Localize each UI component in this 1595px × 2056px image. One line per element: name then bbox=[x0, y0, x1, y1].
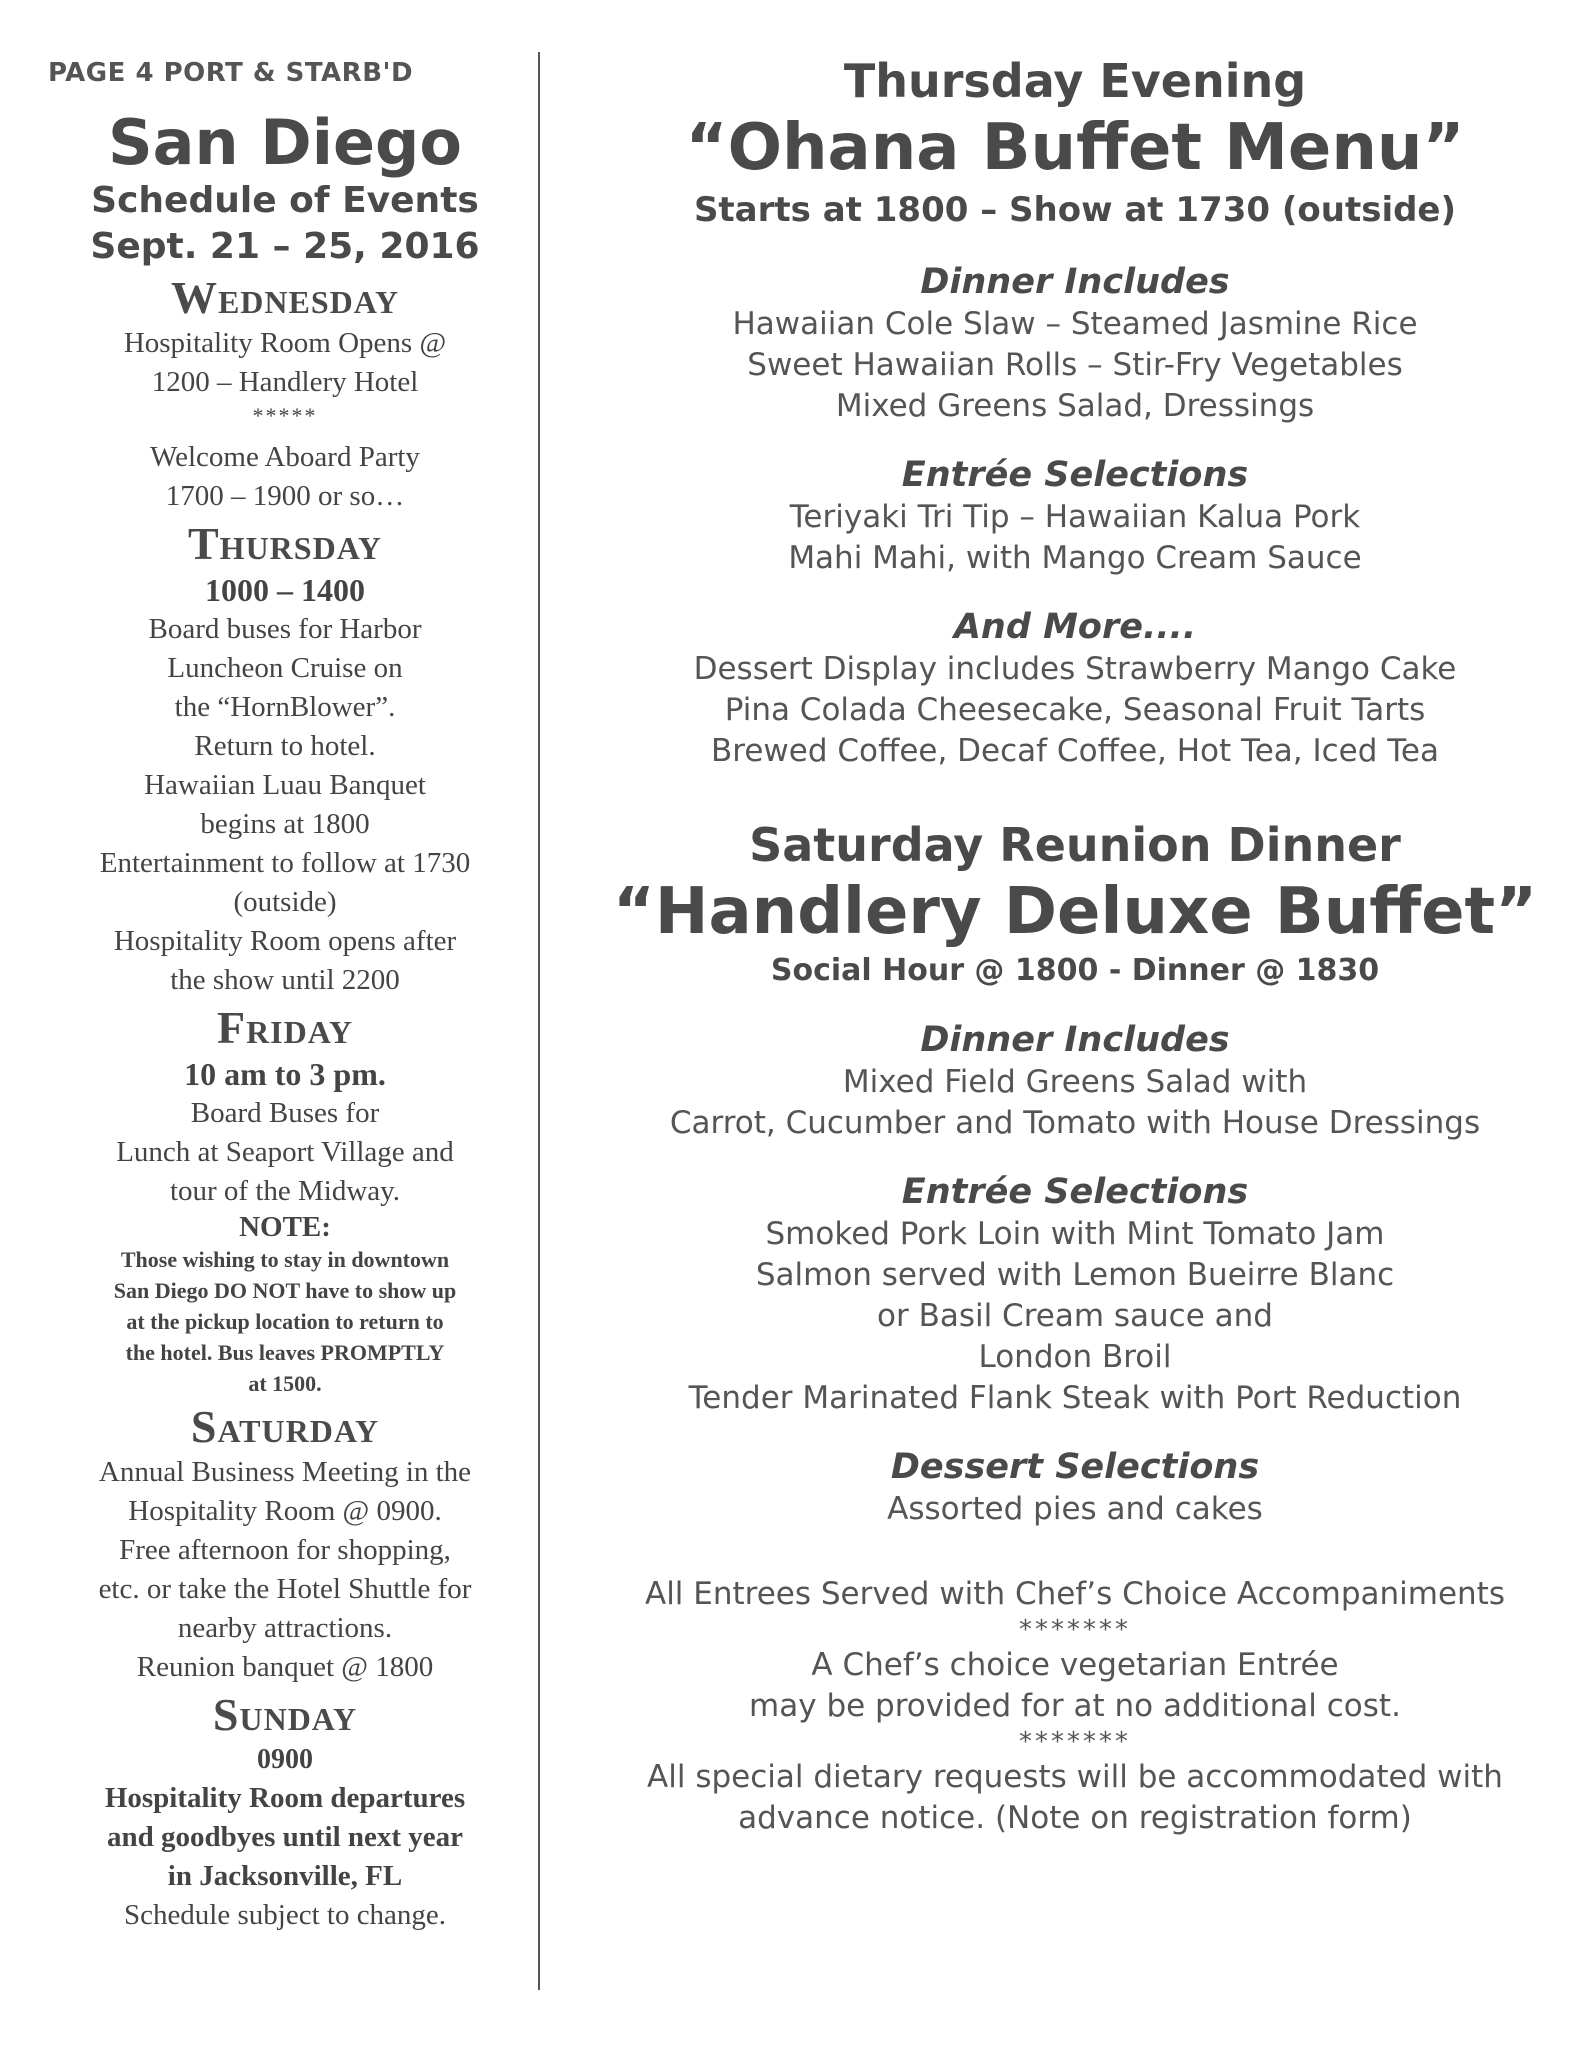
schedule-line-bold: in Jacksonville, FL bbox=[167, 1860, 403, 1892]
menu-line: Mahi Mahi, with Mango Cream Sauce bbox=[788, 540, 1362, 576]
schedule-line: Board buses for Harbor bbox=[148, 613, 422, 645]
thursday-menu-name: “Ohana Buffet Menu” bbox=[685, 111, 1465, 185]
menu-line: Tender Marinated Flank Steak with Port Reduction bbox=[688, 1380, 1462, 1416]
schedule-line: the “HornBlower”. bbox=[174, 691, 396, 723]
schedule-line: Free afternoon for shopping, bbox=[119, 1534, 451, 1566]
separator-stars: ******* bbox=[1019, 1727, 1131, 1757]
schedule-line: 1200 – Handlery Hotel bbox=[151, 366, 419, 398]
schedule-line-bold: and goodbyes until next year bbox=[106, 1821, 464, 1853]
schedule-time: 1000 – 1400 bbox=[205, 572, 365, 608]
menu-line: Mixed Field Greens Salad with bbox=[842, 1064, 1308, 1100]
thursday-menu-title: Thursday Evening bbox=[843, 54, 1307, 108]
footer-line: All special dietary requests will be accommodated with bbox=[647, 1759, 1503, 1795]
footer-line: A Chef’s choice vegetarian Entrée bbox=[811, 1647, 1339, 1683]
schedule-line: Lunch at Seaport Village and bbox=[116, 1136, 454, 1168]
note-heading: NOTE: bbox=[239, 1211, 331, 1243]
day-heading-friday: Friday bbox=[216, 1002, 354, 1053]
note-line: Those wishing to stay in downtown bbox=[120, 1247, 450, 1272]
saturday-menu-name: “Handlery Deluxe Buffet” bbox=[612, 875, 1538, 949]
schedule-line: Welcome Aboard Party bbox=[150, 441, 420, 473]
saturday-times: Social Hour @ 1800 - Dinner @ 1830 bbox=[770, 953, 1380, 988]
separator-stars: ***** bbox=[252, 403, 318, 428]
menu-line: Pina Colada Cheesecake, Seasonal Fruit Tarts bbox=[724, 692, 1426, 728]
menu-column bbox=[580, 52, 1570, 1839]
menu-line: Sweet Hawaiian Rolls – Stir-Fry Vegetables bbox=[747, 347, 1403, 383]
menu-line: Salmon served with Lemon Bueirre Blanc bbox=[755, 1257, 1395, 1293]
menu-line: or Basil Cream sauce and bbox=[877, 1298, 1273, 1334]
schedule-time: 10 am to 3 pm. bbox=[184, 1056, 386, 1092]
note-line: at the pickup location to return to bbox=[126, 1309, 444, 1334]
schedule-line: etc. or take the Hotel Shuttle for bbox=[98, 1573, 472, 1605]
section-heading-entree: Entrée Selections bbox=[901, 1172, 1249, 1212]
page-label: PAGE 4 PORT & STARB'D bbox=[48, 58, 414, 88]
schedule-line: begins at 1800 bbox=[200, 808, 370, 840]
day-heading-wednesday: Wednesday bbox=[170, 272, 400, 323]
schedule-line: 1700 – 1900 or so… bbox=[165, 480, 405, 512]
schedule-line: Hawaiian Luau Banquet bbox=[144, 769, 426, 801]
footer-line: advance notice. (Note on registration form) bbox=[738, 1800, 1412, 1836]
footer-line: All Entrees Served with Chef’s Choice Accompaniments bbox=[644, 1576, 1505, 1612]
schedule-line: Hospitality Room @ 0900. bbox=[128, 1495, 442, 1527]
schedule-line: tour of the Midway. bbox=[169, 1175, 401, 1207]
day-heading-saturday: Saturday bbox=[190, 1401, 380, 1452]
section-heading-dinner: Dinner Includes bbox=[920, 1020, 1230, 1060]
city-title: San Diego bbox=[108, 106, 462, 179]
footer-line: may be provided for at no additional cost. bbox=[749, 1688, 1401, 1724]
schedule-line: nearby attractions. bbox=[177, 1612, 393, 1644]
schedule-line: Board Buses for bbox=[190, 1097, 380, 1129]
saturday-menu-title: Saturday Reunion Dinner bbox=[749, 818, 1401, 872]
schedule-line: Return to hotel. bbox=[194, 730, 376, 762]
thursday-start-times: Starts at 1800 – Show at 1730 (outside) bbox=[693, 190, 1457, 230]
schedule-line: Hospitality Room opens after bbox=[113, 925, 457, 957]
section-heading-entree: Entrée Selections bbox=[901, 455, 1249, 495]
schedule-line: Reunion banquet @ 1800 bbox=[136, 1651, 434, 1683]
schedule-dates: Sept. 21 – 25, 2016 bbox=[90, 226, 480, 267]
menu-line: Teriyaki Tri Tip – Hawaiian Kalua Pork bbox=[789, 499, 1361, 535]
schedule-line: (outside) bbox=[233, 886, 337, 918]
schedule-line: Entertainment to follow at 1730 bbox=[99, 847, 471, 879]
separator-stars: ******* bbox=[1019, 1615, 1131, 1645]
menu-line: Mixed Greens Salad, Dressings bbox=[835, 388, 1315, 424]
schedule-line: the show until 2200 bbox=[170, 964, 400, 996]
menu-line: Dessert Display includes Strawberry Mango Cake bbox=[693, 651, 1457, 687]
column-divider bbox=[538, 52, 540, 1990]
schedule-footer: Schedule subject to change. bbox=[123, 1899, 447, 1931]
schedule-subtitle: Schedule of Events bbox=[91, 180, 479, 221]
note-line: San Diego DO NOT have to show up bbox=[113, 1278, 457, 1303]
menu-line: Hawaiian Cole Slaw – Steamed Jasmine Rice bbox=[732, 306, 1418, 342]
note-line: at 1500. bbox=[248, 1371, 322, 1396]
day-heading-thursday: Thursday bbox=[188, 518, 382, 569]
menu-line: Assorted pies and cakes bbox=[887, 1491, 1263, 1527]
schedule-column bbox=[40, 50, 530, 1935]
menu-line: London Broil bbox=[978, 1339, 1172, 1375]
section-heading-more: And More.... bbox=[953, 607, 1197, 647]
day-heading-sunday: Sunday bbox=[212, 1689, 358, 1740]
section-heading-dessert: Dessert Selections bbox=[890, 1447, 1260, 1487]
menu-line: Carrot, Cucumber and Tomato with House Dressings bbox=[669, 1105, 1481, 1141]
schedule-line: Luncheon Cruise on bbox=[167, 652, 403, 684]
section-heading-dinner: Dinner Includes bbox=[920, 262, 1230, 302]
menu-line: Brewed Coffee, Decaf Coffee, Hot Tea, Iced Tea bbox=[710, 733, 1439, 769]
schedule-line: Annual Business Meeting in the bbox=[98, 1456, 472, 1488]
schedule-time: 0900 bbox=[257, 1744, 313, 1775]
schedule-line: Hospitality Room Opens @ bbox=[123, 327, 447, 359]
note-line: the hotel. Bus leaves PROMPTLY bbox=[125, 1340, 445, 1365]
menu-line: Smoked Pork Loin with Mint Tomato Jam bbox=[765, 1216, 1385, 1252]
schedule-line-bold: Hospitality Room departures bbox=[104, 1782, 466, 1814]
